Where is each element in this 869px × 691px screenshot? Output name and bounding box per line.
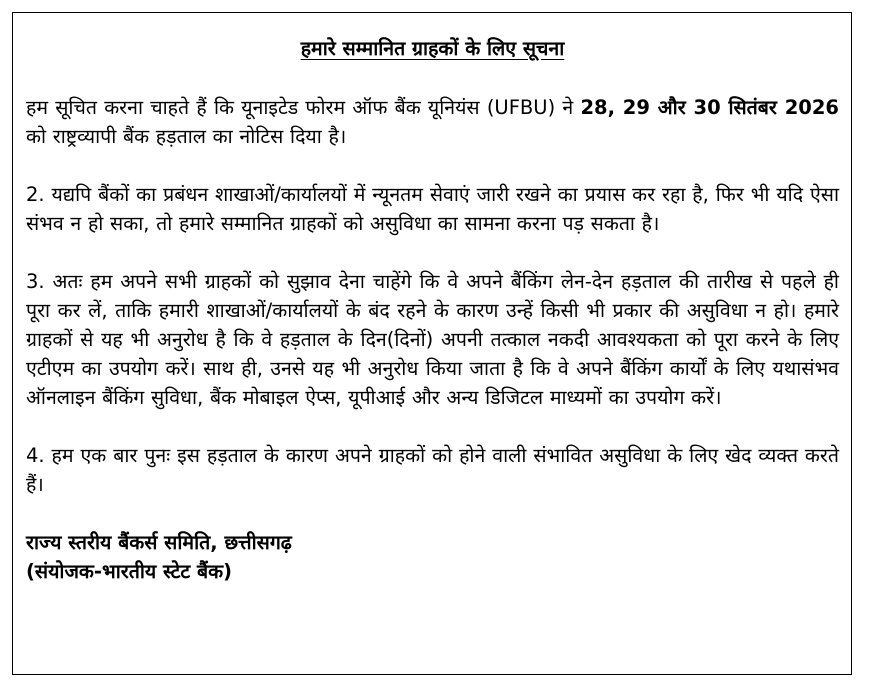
notice-title: हमारे सम्मानित ग्राहकों के लिए सूचना: [300, 37, 565, 60]
signature-block: [26, 528, 839, 586]
paragraph-4: 4. हम एक बार पुनः इस हड़ताल के कारण अपने ग्राहकों को होने वाली संभावित असुविधा के लिए खेद व्यक्त करते हैं।: [26, 444, 839, 496]
strike-dates: 28, 29 और 30 सितंबर 2026: [580, 96, 839, 119]
paragraph-1-text-start: हम सूचित करना चाहते हैं कि यूनाइटेड फोरम ऑफ बैंक यूनियंस (UFBU) ने: [26, 96, 581, 119]
signature-convenor: (संयोजक-भारतीय स्टेट बैंक): [26, 560, 233, 583]
signature-organization: राज्य स्तरीय बैंकर्स समिति, छत्तीसगढ़: [26, 531, 292, 554]
paragraph-1: [26, 93, 839, 151]
paragraph-3: 3. अतः हम अपने सभी ग्राहकों को सुझाव देना चाहेंगे कि वे अपने बैंकिंग लेन-देन हड़ताल की तारीख से पहले ही पूरा कर लें, ताकि हमारी शाखाओं/कार्यालयों के बंद रहने के कारण उन्हें किसी भी प्रकार की असुविधा न हो। हमारे ग्राहकों से यह भी अनुरोध है कि वे हड़ताल के दिन(दिनों) अपनी तत्काल नकदी आवश्यकता को पूरा करने के लिए एटीएम का उपयोग करें। साथ ही, उनसे यह भी अनुरोध किया जाता है कि वे अपने बैंकिंग कार्यों के लिए यथासंभव ऑनलाइन बैंकिंग सुविधा, बैंक मोबाइल ऐप्स, यूपीआई और अन्य डिजिटल माध्यमों का उपयोग करें।: [26, 270, 839, 409]
paragraph-1-text-end: को राष्ट्रव्यापी बैंक हड़ताल का नोटिस दिया है।: [26, 125, 347, 148]
notice-box: [12, 12, 852, 675]
paragraph-2: 2. यद्यपि बैंकों का प्रबंधन शाखाओं/कार्यालयों में न्यूनतम सेवाएं जारी रखने का प्रयास कर रहा है, फिर भी यदि ऐसा संभव न हो सका, तो हमारे सम्मानित ग्राहकों को असुविधा का सामना करना पड़ सकता है।: [26, 183, 839, 235]
